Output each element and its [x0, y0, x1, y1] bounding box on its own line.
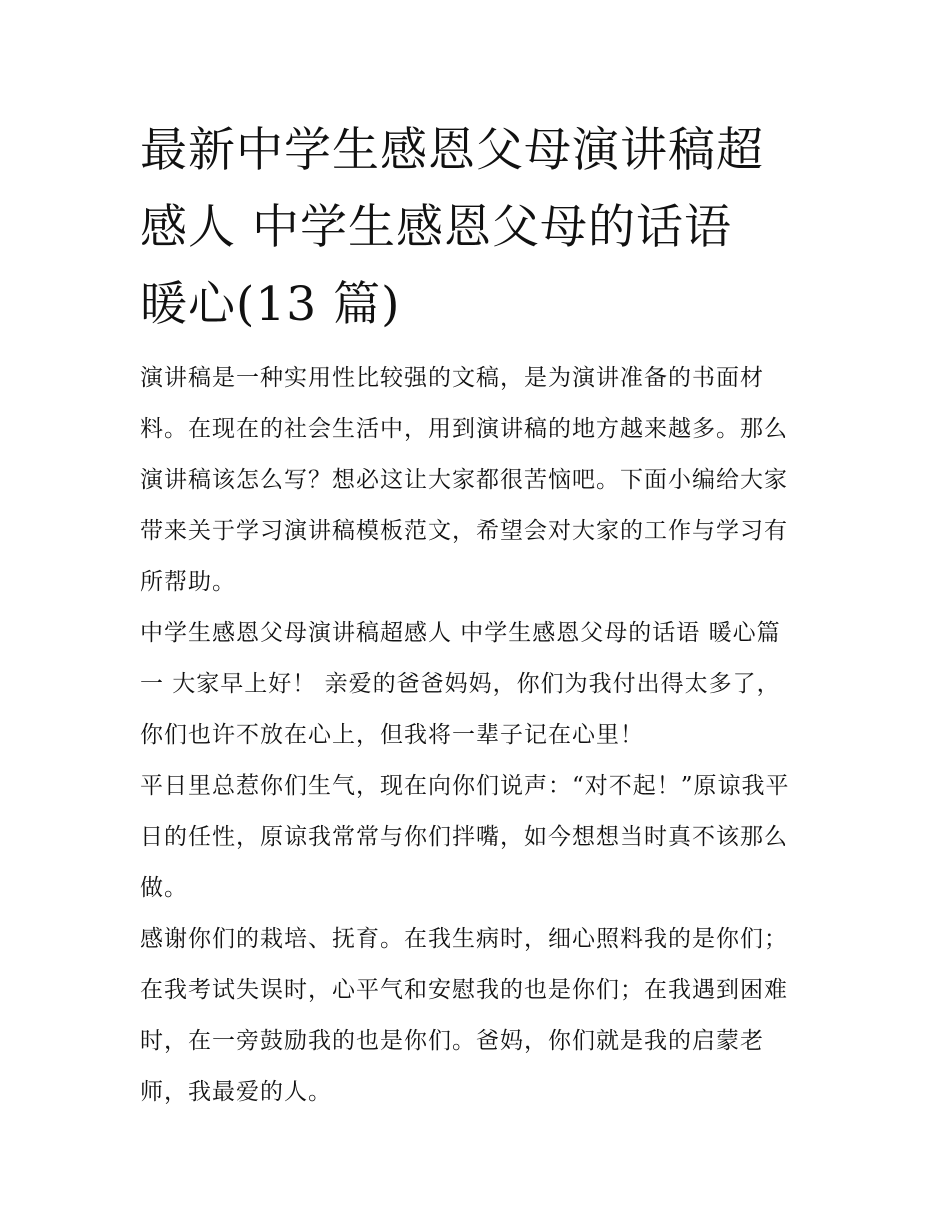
paragraph-line: 料。在现在的社会生活中，用到演讲稿的地方越来越多。那么	[140, 416, 788, 442]
paragraph-line: 你们也许不放在心上，但我将一辈子记在心里！	[140, 722, 644, 748]
title-line-1: 最新中学生感恩父母演讲稿超	[140, 123, 764, 178]
title-line-2: 感人 中学生感恩父母的话语	[140, 200, 732, 255]
title-line-3: 暖心(13 篇)	[140, 277, 401, 332]
paragraph-line: 所帮助。	[140, 569, 236, 595]
paragraph-line: 一 大家早上好！ 亲爱的爸爸妈妈，你们为我付出得太多了，	[140, 671, 781, 697]
intro-paragraph	[140, 353, 814, 608]
paragraph-line: 做。	[140, 875, 188, 901]
speech-one-paragraph	[140, 608, 814, 761]
paragraph-line: 师，我最爱的人。	[140, 1079, 332, 1105]
document-title	[140, 112, 814, 343]
paragraph-line: 感谢你们的栽培、抚育。在我生病时，细心照料我的是你们；	[140, 926, 788, 952]
paragraph-line: 演讲稿该怎么写？想必这让大家都很苦恼吧。下面小编给大家	[140, 467, 788, 493]
gratitude-paragraph	[140, 914, 814, 1118]
paragraph-line: 时，在一旁鼓励我的也是你们。爸妈，你们就是我的启蒙老	[140, 1028, 764, 1054]
document-page	[140, 112, 814, 1118]
paragraph-line: 中学生感恩父母演讲稿超感人 中学生感恩父母的话语 暖心篇	[140, 620, 781, 646]
paragraph-line: 日的任性，原谅我常常与你们拌嘴，如今想想当时真不该那么	[140, 824, 788, 850]
paragraph-line: 平日里总惹你们生气，现在向你们说声：“对不起！”原谅我平	[140, 773, 790, 799]
paragraph-line: 在我考试失误时，心平气和安慰我的也是你们；在我遇到困难	[140, 977, 788, 1003]
paragraph-line: 演讲稿是一种实用性比较强的文稿，是为演讲准备的书面材	[140, 365, 764, 391]
paragraph-line: 带来关于学习演讲稿模板范文，希望会对大家的工作与学习有	[140, 518, 788, 544]
apology-paragraph	[140, 761, 814, 914]
